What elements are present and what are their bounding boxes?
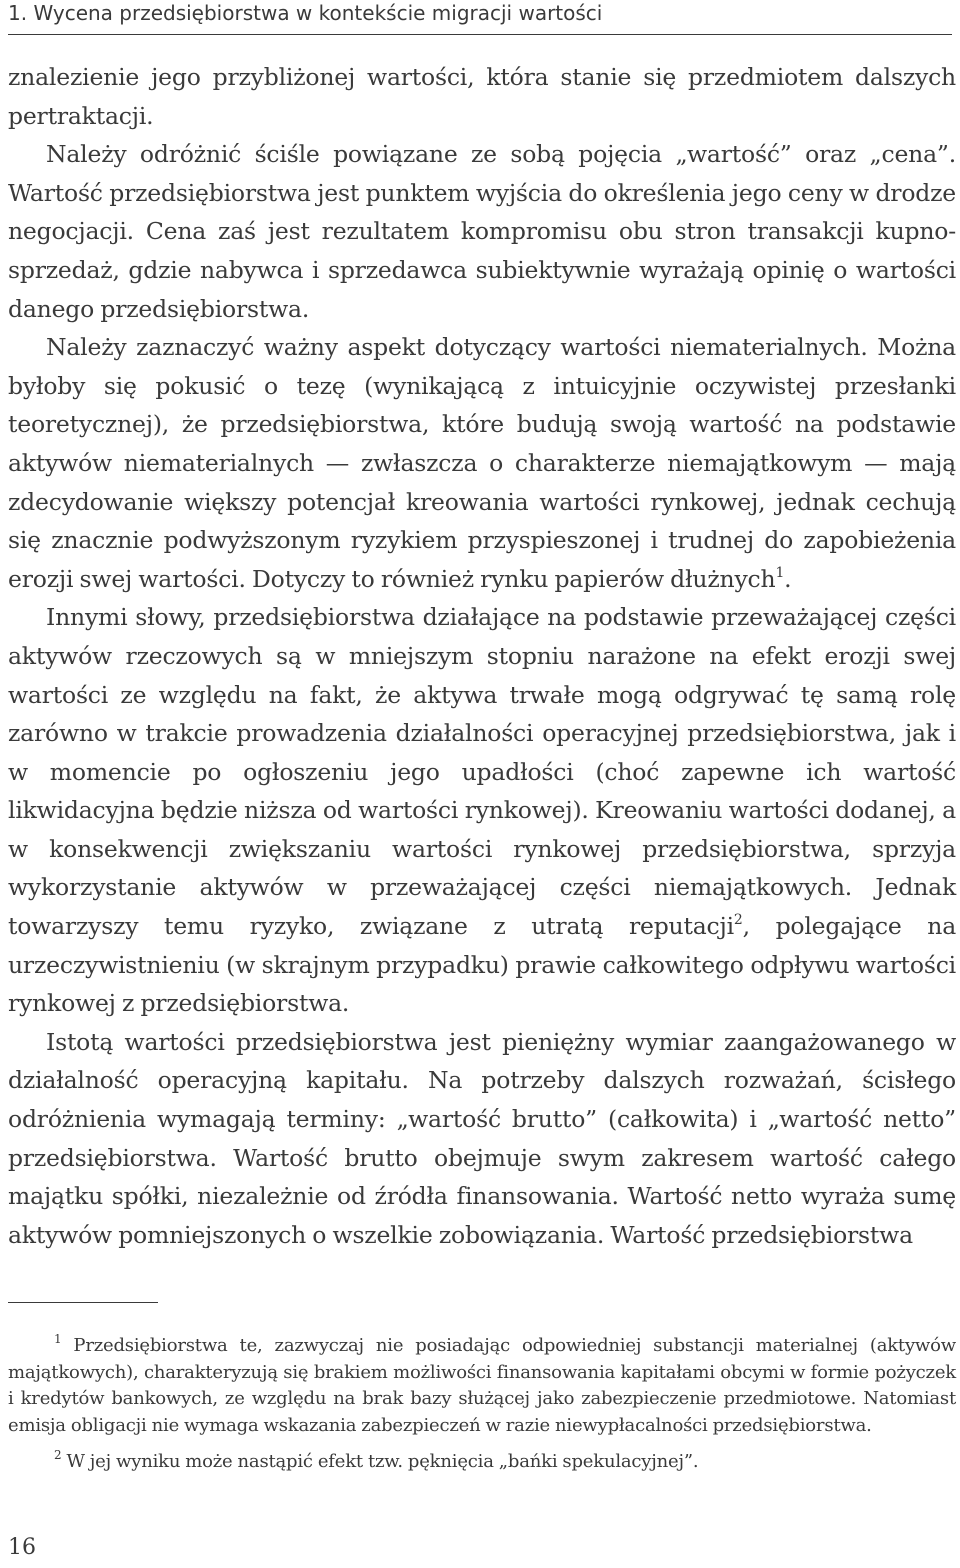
footnote-divider [8, 1302, 158, 1303]
paragraph-4-text-a: Innymi słowy, przedsiębiorstwa działające na podstawie przeważającej części aktywów rzeczowych są w mniejszym stopniu narażone na efekt erozji swej wartości ze względu na fakt, że aktywa trwałe mogą odgrywać tę samą rolę zarówno w trakcie prowadzenia działalności operacyjnej przedsiębiorstwa, jak i w momencie po ogłoszeniu jego upadłości (choć zapewne ich wartość likwidacyjna będzie niższa od wartości rynkowej). Kreowaniu wartości dodanej, a w konsekwencji zwiększaniu wartości rynkowej przedsiębiorstwa, sprzyja wykorzystanie aktywów w przeważającej części niemajątkowych. Jednak towarzyszy temu ryzyko, związane z utratą reputacji [8, 603, 956, 941]
footnote-ref-2[interactable]: 2 [733, 912, 743, 929]
footnote-1-text: Przedsiębiorstwa te, zazwyczaj nie posiadając odpowiedniej substancji materialnej (aktywów majątkowych), charakteryzują się brakiem możliwości finansowania kapitałami obcymi w formie pożyczek i kredytów bankowych, ze względu na brak bazy służącej jako zabezpieczenie przedmiotowe. Natomiast emisja obligacji nie wymaga wskazania zabezpieczeń w razie niewypłacalności przedsiębiorstwa. [8, 1335, 956, 1436]
footnote-ref-1[interactable]: 1 [775, 564, 785, 581]
paragraph-3 [8, 328, 956, 598]
page-number: 16 [8, 1535, 36, 1560]
footnote-1 [8, 1333, 956, 1439]
footnotes [8, 1333, 956, 1476]
main-text [8, 58, 956, 1254]
paragraph-4 [8, 598, 956, 1023]
running-header [8, 0, 952, 35]
footnote-2-text: W jej wyniku może nastąpić efekt tzw. pęknięcia „bańki spekulacyjnej”. [61, 1451, 699, 1472]
paragraph-5: Istotą wartości przedsiębiorstwa jest pieniężny wymiar zaangażowanego w działalność operacyjną kapitału. Na potrzeby dalszych rozważań, ścisłego odróżnienia wymagają terminy: „wartość brutto” (całkowita) i „wartość netto” przedsiębiorstwa. Wartość brutto obejmuje swym zakresem wartość całego majątku spółki, niezależnie od źródła finansowania. Wartość netto wyraża sumę aktywów pomniejszonych o wszelkie zobowiązania. Wartość przedsiębiorstwa [8, 1027, 956, 1249]
paragraph-3-end: . [784, 564, 792, 593]
footnote-1-marker: 1 [54, 1332, 62, 1346]
paragraph-2: Należy odróżnić ściśle powiązane ze sobą pojęcia „wartość” oraz „cena”. Wartość przedsiębiorstwa jest punktem wyjścia do określenia jego ceny w drodze negocjacji. Cena zaś jest rezultatem kompromisu obu stron transakcji kupno-sprzedaż, gdzie nabywca i sprzedawca subiektywnie wyrażają opinię o wartości danego przedsiębiorstwa. [8, 140, 956, 323]
paragraph-4-text-b: , polegające na urzeczywistnieniu (w skrajnym przypadku) prawie całkowitego odpływu wartości rynkowej z przedsiębiorstwa. [8, 912, 957, 1018]
paragraph-1: znalezienie jego przybliżonej wartości, która stanie się przedmiotem dalszych pertraktacji. [8, 63, 956, 130]
running-title: 1. Wycena przedsiębiorstwa w kontekście migracji wartości [8, 1, 603, 25]
paragraph-3-text: Należy zaznaczyć ważny aspekt dotyczący wartości niematerialnych. Można byłoby się pokusić o tezę (wynikającą z intuicyjnie oczywistej przesłanki teoretycznej), że przedsiębiorstwa, które budują swoją wartość na podstawie aktywów niematerialnych — zwłaszcza o charakterze niemajątkowym — mają zdecydowanie większy potencjał kreowania wartości rynkowej, jednak cechują się znacznie podwyższonym ryzykiem przyspieszonej i trudnej do zapobieżenia erozji swej wartości. Dotyczy to również rynku papierów dłużnych [8, 333, 956, 593]
footnote-2 [8, 1449, 956, 1476]
footnote-2-marker: 2 [54, 1448, 62, 1462]
